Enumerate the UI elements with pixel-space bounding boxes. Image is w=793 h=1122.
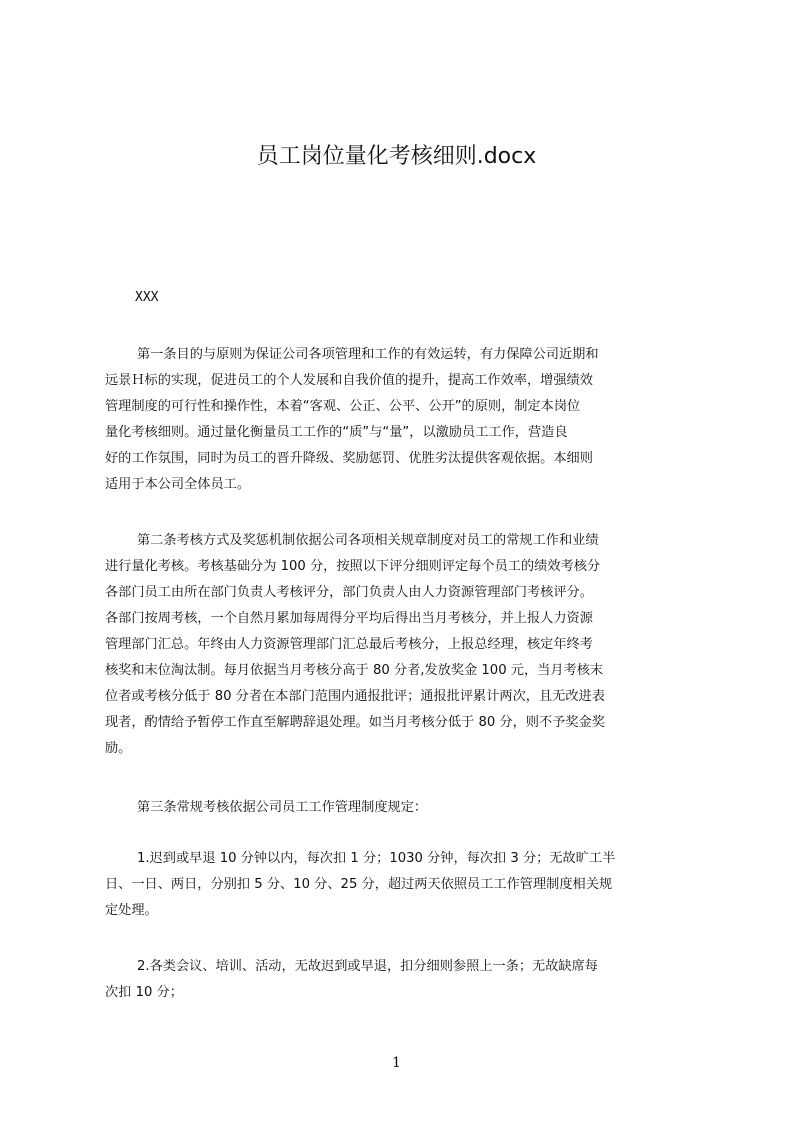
- paragraph-line: 各部门员工由所在部门负责人考核评分，部门负责人由人力资源管理部门考核评分。: [105, 585, 593, 600]
- paragraph-line: 管理制度的可行性和操作性，本着“客观、公正、公平、公开”的原则，制定本岗位: [105, 399, 581, 414]
- paragraph-line: 进行量化考核。考核基础分为 100 分，按照以下评分细则评定每个员工的绩效考核分: [105, 559, 601, 574]
- paragraph-line: 各部门按周考核，一个自然月累加每周得分平均后得出当月考核分，并上报人力资源: [105, 611, 593, 626]
- paragraph-line: 核奖和末位淘汰制。每月依据当月考核分高于 80 分者,发放奖金 100 元，当月考核末: [105, 663, 604, 678]
- paragraph-line: 量化考核细则。通过量化衡量员工工作的“质”与“量”，以激励员工工作，营造良: [105, 425, 568, 440]
- paragraph-line: 励。: [105, 741, 132, 756]
- paragraph-item-2: [105, 954, 699, 1006]
- paragraph-line: 远景Ｈ标的实现，促进员工的个人发展和自我价值的提升，提高工作效率，增强绩效: [105, 373, 593, 388]
- paragraph-line: 适用于本公司全体员工。: [105, 477, 251, 492]
- paragraph-line: 1.迟到或早退 10 分钟以内，每次扣 1 分；1030 分钟，每次扣 3 分；无故旷工半: [137, 851, 616, 866]
- paragraph-line: 定处理。: [105, 903, 158, 918]
- heading-code: XXX: [135, 290, 159, 305]
- paragraph-line: 现者，酌情给予暂停工作直至解聘辞退处理。如当月考核分低于 80 分，则不予奖金奖: [105, 715, 605, 730]
- paragraph-line: 位者或考核分低于 80 分者在本部门范围内通报批评；通报批评累计两次，且无改进表: [105, 689, 605, 704]
- paragraph-article-1: [105, 342, 699, 498]
- paragraph-line: 好的工作氛围，同时为员工的晋升降级、奖励惩罚、优胜劣汰提供客观依据。本细则: [105, 451, 593, 466]
- paragraph-article-3: [105, 795, 699, 821]
- paragraph-line: 第三条常规考核依据公司员工工作管理制度规定：: [137, 800, 428, 815]
- paragraph-line: 管理部门汇总。年终由人力资源管理部门汇总最后考核分，上报总经理，核定年终考: [105, 637, 593, 652]
- paragraph-line: 第一条目的与原则为保证公司各项管理和工作的有效运转，有力保障公司近期和: [137, 347, 599, 362]
- page-number: 1: [392, 1055, 401, 1071]
- paragraph-article-2: [105, 528, 699, 762]
- paragraph-line: 日、一日、两日，分别扣 5 分、10 分、25 分，超过两天依照员工工作管理制度相关规: [105, 877, 613, 892]
- document-title: 员工岗位量化考核细则.docx: [256, 144, 537, 169]
- paragraph-line: 第二条考核方式及奖惩机制依据公司各项相关规章制度对员工的常规工作和业绩: [137, 533, 599, 548]
- paragraph-item-1: [105, 846, 699, 924]
- paragraph-line: 2.各类会议、培训、活动，无故迟到或早退，扣分细则参照上一条；无故缺席每: [137, 959, 598, 974]
- paragraph-line: 次扣 10 分；: [105, 985, 183, 1000]
